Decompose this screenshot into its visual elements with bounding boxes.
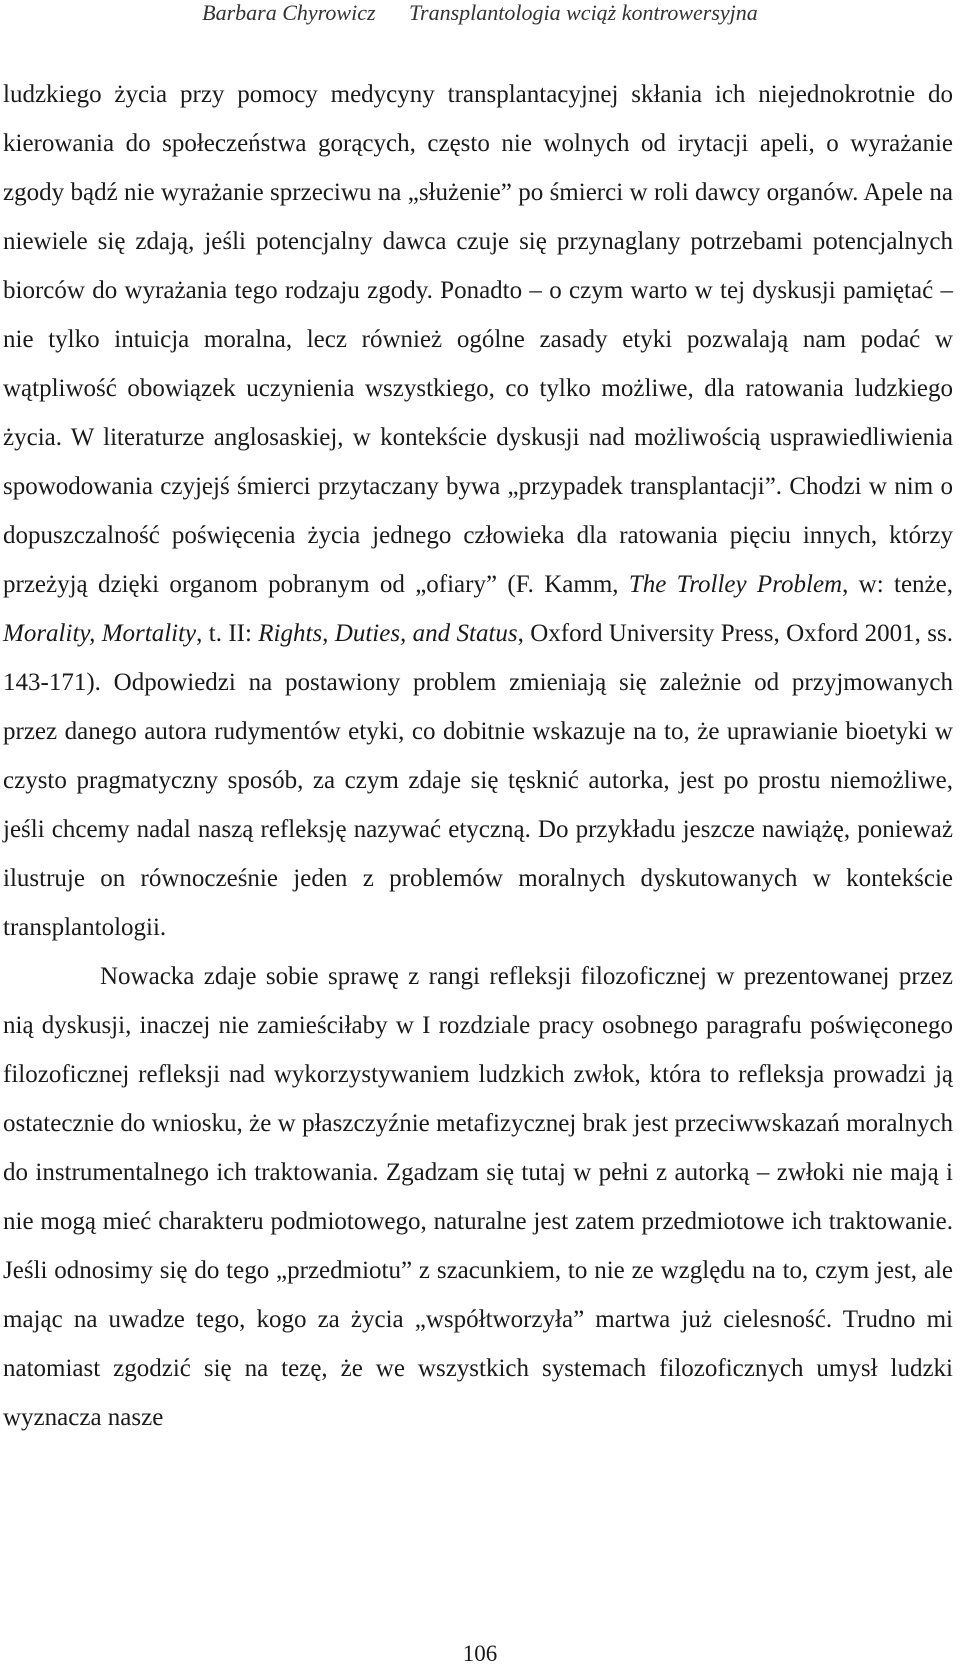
body-paragraph-2 <box>3 952 953 1442</box>
paragraph-text: , w: tenże, <box>842 571 953 598</box>
italic-citation-text: The Trolley Problem <box>628 571 843 598</box>
page-number: 106 <box>462 1641 498 1666</box>
paragraph-text: , t. II: <box>196 620 259 647</box>
header-author: Barbara Chyrowicz <box>202 0 376 25</box>
italic-citation-text: Rights, Duties, and Status <box>258 620 518 647</box>
page-body <box>3 70 953 1442</box>
header-title: Transplantologia wciąż kontrowersyjna <box>409 0 758 25</box>
running-header <box>0 0 960 26</box>
italic-citation-text: Morality, Mortality <box>3 620 197 647</box>
body-paragraph-1 <box>3 70 953 952</box>
paragraph-text: Nowacka zdaje sobie sprawę z rangi refleksji filozoficznej w prezentowanej przez nią dyskusji, inaczej nie zamieściłaby w I rozdziale pracy osobnego paragrafu poświęconego filozoficznej refleksji nad wykorzystywaniem ludzkich zwłok, która to refleksja prowadzi ją ostatecznie do wniosku, że w płaszczyźnie metafizycznej brak jest przeciwwskazań moralnych do instrumentalnego ich traktowania. Zgadzam się tutaj w pełni z autorką – zwłoki nie mają i nie mogą mieć charakteru podmiotowego, naturalne jest zatem przedmiotowe ich traktowanie. Jeśli odnosimy się do tego „przedmiotu” z szacunkiem, to nie ze względu na to, czym jest, ale mając na uwadze tego, kogo za życia „współtworzyła” martwa już cielesność. Trudno mi natomiast zgodzić się na tezę, że we wszystkich systemach filozoficznych umysł ludzki wyznacza nasze <box>3 963 953 1431</box>
paragraph-text: ludzkiego życia przy pomocy medycyny transplantacyjnej skłania ich niejednokrotnie do kierowania do społeczeństwa gorących, często nie wolnych od irytacji apeli, o wyrażanie zgody bądź nie wyrażanie sprzeciwu na „służenie” po śmierci w roli dawcy organów. Apele na niewiele się zdają, jeśli potencjalny dawca czuje się przynaglany potrzebami potencjalnych biorców do wyrażania tego rodzaju zgody. Ponadto – o czym warto w tej dyskusji pamiętać – nie tylko intuicja moralna, lecz również ogólne zasady etyki pozwalają nam podać w wątpliwość obowiązek uczynienia wszystkiego, co tylko możliwe, dla ratowania ludzkiego życia. W literaturze anglosaskiej, w kontekście dyskusji nad możliwością usprawiedliwienia spowodowania czyjejś śmierci przytaczany bywa „przypadek transplantacji”. Chodzi w nim o dopuszczalność poświęcenia życia jednego człowieka dla ratowania pięciu innych, którzy przeżyją dzięki organom pobranym od „ofiary” (F. Kamm, <box>3 81 953 598</box>
paragraph-text: , Oxford University Press, Oxford 2001, ss. 143-171). Odpowiedzi na postawiony problem zmieniają się zależnie od przyjmowanych przez danego autora rudymentów etyki, co dobitnie wskazuje na to, że uprawianie bioetyki w czysto pragmatyczny sposób, za czym zdaje się tęsknić autorka, jest po prostu niemożliwe, jeśli chcemy nadal naszą refleksję nazywać etyczną. Do przykładu jeszcze nawiążę, ponieważ ilustruje on równocześnie jeden z problemów moralnych dyskutowanych w kontekście transplantologii. <box>3 620 953 941</box>
